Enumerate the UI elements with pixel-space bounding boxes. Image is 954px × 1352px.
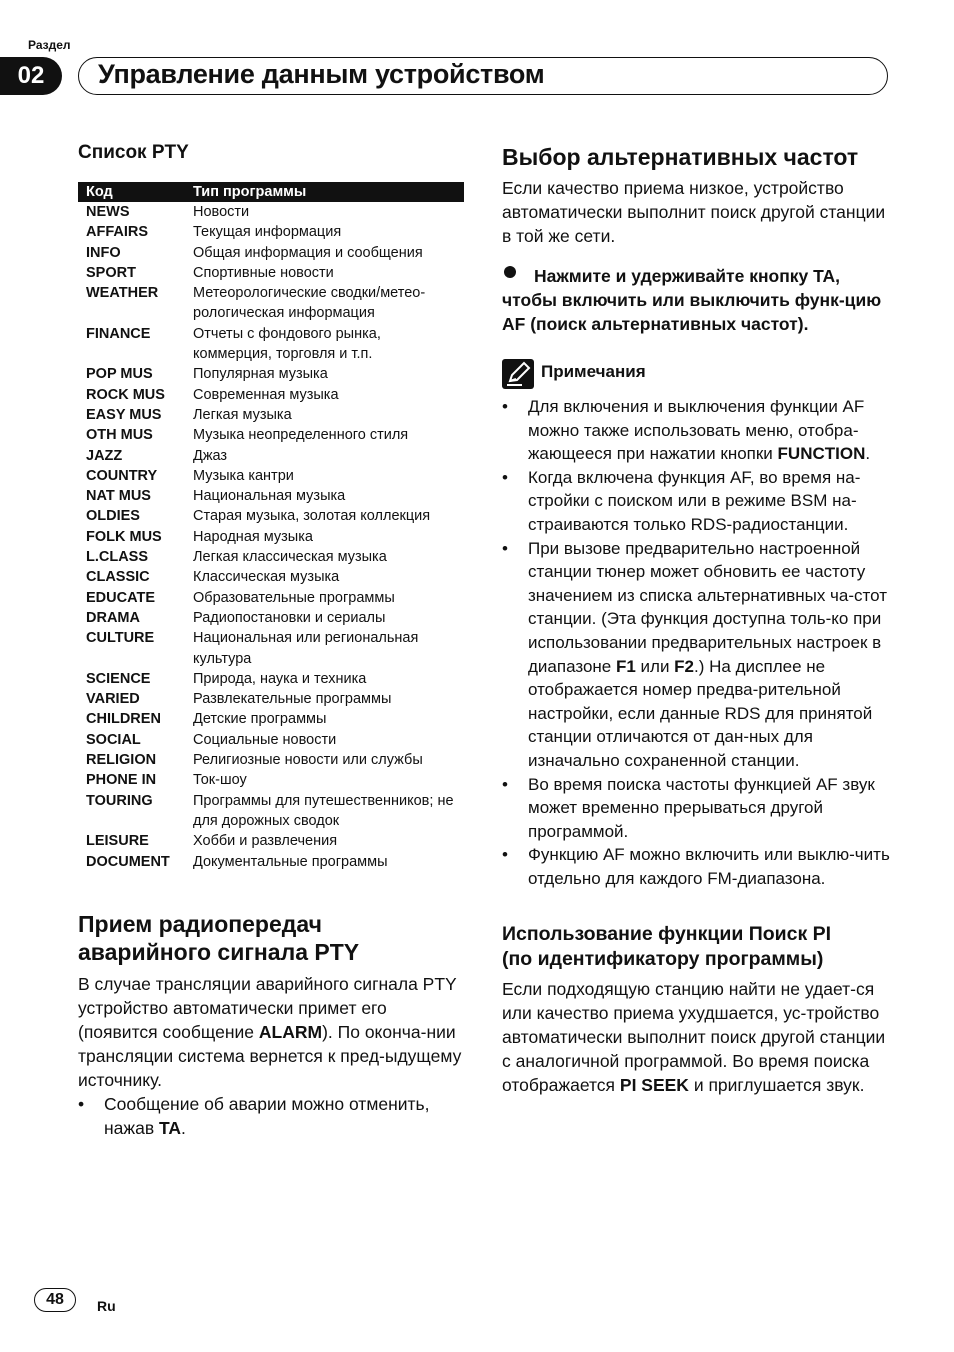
pty-description: Образовательные программы xyxy=(193,589,395,606)
pi-heading-line2: (по идентификатору программы) xyxy=(502,948,824,970)
table-row xyxy=(78,628,464,669)
list-item: • При вызове предварительно настроенной станции тюнер может обновить ее частоту значением из списка альтернативных ча-стот станции. (Эта функция доступна толь-ко при использовании предварительных настроек в диапазоне F1 или F2.) На дисплее не отображается номер предва-рительной настройки, если данные RDS для принятой станции отличаются от дан-ных для изначально сохраненной станции. xyxy=(502,538,887,770)
list-item: • Функцию AF можно включить или выклю-чить отдельно для каждого FM-диапазона. xyxy=(502,845,890,888)
pty-description: Музыка кантри xyxy=(193,467,294,484)
pty-code: NAT MUS xyxy=(86,488,151,505)
pty-code: JAZZ xyxy=(86,447,123,464)
table-row xyxy=(78,709,464,729)
pty-description: Классическая музыка xyxy=(193,569,340,586)
table-row xyxy=(78,506,464,526)
list-item: • Когда включена функция AF, во время на-стройки с поиском или в режиме BSM на-страиваются только RDS-радиостанции. xyxy=(502,467,861,534)
alarm-heading-line2: аварийного сигнала PTY xyxy=(78,939,360,965)
pty-code: FINANCE xyxy=(86,325,151,342)
pty-description: Социальные новости xyxy=(193,731,337,748)
chapter-number-badge: 02 xyxy=(0,57,62,95)
table-row xyxy=(78,750,464,770)
pty-description: Современная музыка xyxy=(193,386,339,403)
alarm-heading xyxy=(78,910,359,966)
table-row xyxy=(78,770,464,790)
pty-description: Ток-шоу xyxy=(193,772,247,789)
pty-description: Отчеты с фондового рынка, коммерция, торговля и т.п. xyxy=(193,325,381,363)
af-heading: Выбор альтернативных частот xyxy=(502,144,859,170)
table-row xyxy=(78,791,464,832)
pty-description: Текущая информация xyxy=(193,224,342,241)
pty-code: LEISURE xyxy=(86,833,149,850)
pty-description: Метеорологические сводки/метео-рологическая информация xyxy=(193,285,426,322)
af-instruction: Нажмите и удерживайте кнопку TA, чтобы включить или выключить функ-цию AF (поиск альтернативных частот). xyxy=(502,266,882,334)
pty-description: Хобби и развлечения xyxy=(193,833,338,850)
af-notes-list xyxy=(502,395,890,890)
pty-code: POP MUS xyxy=(86,366,153,383)
pty-code: WEATHER xyxy=(86,285,159,302)
table-row xyxy=(78,730,464,750)
pi-heading-line1: Использование функции Поиск PI xyxy=(502,923,832,945)
list-item: • Сообщение об аварии можно отменить, нажав TA. xyxy=(78,1094,430,1138)
pty-description: Новости xyxy=(193,204,250,220)
pty-table-body xyxy=(78,202,464,872)
table-row xyxy=(78,527,464,547)
pty-description: Развлекательные программы xyxy=(193,691,392,708)
table-row xyxy=(78,405,464,425)
pty-code: EASY MUS xyxy=(86,406,162,423)
pty-description: Спортивные новости xyxy=(193,264,334,281)
pty-description: Программы для путешественников; не для дорожных сводок xyxy=(193,792,454,829)
pty-code: OLDIES xyxy=(86,508,140,525)
pty-code: EDUCATE xyxy=(86,589,156,606)
pty-code: ROCK MUS xyxy=(86,386,165,403)
alarm-paragraph: В случае трансляции аварийного сигнала PTY устройство автоматически примет его (появится сообщение ALARM). По оконча-нии трансляции система вернется к пред-ыдущему источнику. xyxy=(78,974,462,1090)
alarm-bullets xyxy=(78,1092,462,1140)
pty-code: SCIENCE xyxy=(86,670,151,687)
table-row xyxy=(78,202,464,222)
table-row xyxy=(78,608,464,628)
pty-code: CULTURE xyxy=(86,630,155,647)
pty-code: DRAMA xyxy=(86,609,140,626)
table-row xyxy=(78,283,464,324)
pty-description: Национальная или региональная культура xyxy=(193,630,419,667)
page-title: Управление данным устройством xyxy=(98,59,545,89)
table-row xyxy=(78,324,464,365)
pty-table xyxy=(78,182,464,872)
pty-description: Народная музыка xyxy=(193,528,313,545)
table-row xyxy=(78,263,464,283)
pty-description: Детские программы xyxy=(193,711,327,728)
pty-code: NEWS xyxy=(86,204,130,220)
column-header-program-type: Тип программы xyxy=(185,182,464,202)
pty-code: SPORT xyxy=(86,264,136,281)
pty-code: DOCUMENT xyxy=(86,853,170,870)
pty-code: CLASSIC xyxy=(86,569,150,586)
table-row xyxy=(78,446,464,466)
pty-code: COUNTRY xyxy=(86,467,158,484)
table-row xyxy=(78,425,464,445)
pty-code: TOURING xyxy=(86,792,153,809)
pty-description: Национальная музыка xyxy=(193,488,346,505)
table-row xyxy=(78,486,464,506)
pty-code: L.CLASS xyxy=(86,549,149,566)
pty-code: SOCIAL xyxy=(86,731,141,748)
pty-description: Документальные программы xyxy=(193,853,388,870)
table-row xyxy=(78,243,464,263)
notes-pencil-icon xyxy=(502,359,534,389)
table-row xyxy=(78,852,464,872)
pi-paragraph: Если подходящую станцию найти не удает-ся или качество приема ухудшается, ус-тройство автоматически выполнит поиск другой станции с аналогичной программой. Во время поиска отображается PI SEEK и приглушается звук. xyxy=(502,979,886,1095)
table-row xyxy=(78,588,464,608)
table-row xyxy=(78,222,464,242)
pty-code: CHILDREN xyxy=(86,711,161,728)
pty-code: INFO xyxy=(86,244,121,261)
pty-table-header-row xyxy=(78,182,464,202)
pi-heading xyxy=(502,922,831,972)
column-header-code: Код xyxy=(78,182,185,202)
pty-description: Общая информация и сообщения xyxy=(193,244,423,261)
table-row xyxy=(78,364,464,384)
pty-description: Джаз xyxy=(193,447,228,464)
pty-description: Легкая классическая музыка xyxy=(193,549,387,566)
pi-seek-keyword: PI SEEK xyxy=(619,1075,689,1095)
pty-description: Старая музыка, золотая коллекция xyxy=(193,508,431,525)
pty-description: Популярная музыка xyxy=(193,366,328,383)
table-row xyxy=(78,547,464,567)
pty-code: RELIGION xyxy=(86,752,157,769)
pty-description: Легкая музыка xyxy=(193,406,292,423)
section-label: Раздел xyxy=(28,38,71,52)
pty-description: Религиозные новости или службы xyxy=(193,752,423,769)
pty-description: Радиопостановки и сериалы xyxy=(193,609,386,626)
pty-description: Природа, наука и техника xyxy=(193,670,367,687)
table-row xyxy=(78,385,464,405)
table-row xyxy=(78,831,464,851)
table-row xyxy=(78,567,464,587)
pty-code: PHONE IN xyxy=(86,772,157,789)
notes-label: Примечания xyxy=(541,362,646,381)
table-row xyxy=(78,689,464,709)
pty-code: FOLK MUS xyxy=(86,528,162,545)
table-row xyxy=(78,466,464,486)
alarm-heading-line1: Прием радиопередач xyxy=(78,911,322,937)
af-intro: Если качество приема низкое, устройство автоматически выполнит поиск другой станции в той же сети. xyxy=(502,178,886,246)
table-row xyxy=(78,669,464,689)
pty-code: OTH MUS xyxy=(86,427,153,444)
pty-description: Музыка неопределенного стиля xyxy=(193,427,409,444)
list-item: • Во время поиска частоты функцией AF звук может временно прерываться другой программой. xyxy=(502,774,875,841)
pty-code: AFFAIRS xyxy=(86,224,149,241)
language-code: Ru xyxy=(97,1298,116,1314)
alarm-keyword: ALARM xyxy=(258,1022,323,1042)
pty-list-heading: Список PTY xyxy=(78,142,189,163)
list-item: • Для включения и выключения функции AF можно также использовать меню, отобра-жающееся при нажатии кнопки FUNCTION. xyxy=(502,397,871,464)
page-number: 48 xyxy=(34,1288,76,1312)
pty-code: VARIED xyxy=(86,691,140,708)
